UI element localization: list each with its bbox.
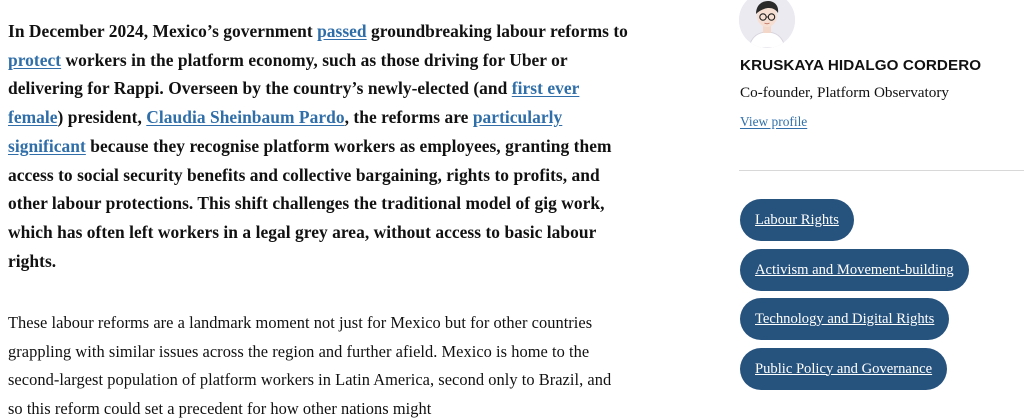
body-paragraph: These labour reforms are a landmark moment not just for Mexico but for other countries grappling with similar issues across the region and further afield. Mexico is home to the second-largest population of platform workers in Latin America, second only to Brazil, and so this reform could set a precedent for how other nations might bbox=[8, 313, 612, 418]
tag-activism-movement-building[interactable]: Activism and Movement-building bbox=[740, 249, 969, 291]
lead-text: In December 2024, Mexico’s government bbox=[8, 21, 318, 41]
tag-public-policy-governance[interactable]: Public Policy and Governance bbox=[740, 348, 947, 390]
lead-text: workers in the platform economy, such as those driving for Uber or delivering for Rappi. Overseen by the country’s newly-elected (and bbox=[8, 49, 568, 99]
author-avatar[interactable] bbox=[739, 0, 795, 48]
lead-text: groundbreaking labour reforms to bbox=[366, 21, 628, 41]
link-claudia-sheinbaum-pardo[interactable]: Claudia Sheinbaum Pardo bbox=[146, 107, 345, 128]
author-role: Co-founder, Platform Observatory bbox=[740, 84, 950, 101]
tag-technology-digital-rights[interactable]: Technology and Digital Rights bbox=[740, 298, 949, 340]
tag-labour-rights[interactable]: Labour Rights bbox=[740, 199, 854, 241]
person-illustration-icon bbox=[739, 0, 795, 48]
link-passed[interactable]: passed bbox=[317, 21, 367, 41]
link-protect[interactable]: protect bbox=[8, 49, 62, 70]
lead-text: , the reforms are bbox=[344, 107, 473, 128]
author-name: KRUSKAYA HIDALGO CORDERO bbox=[740, 57, 982, 74]
view-profile-link[interactable]: View profile bbox=[740, 114, 808, 129]
topic-tags bbox=[740, 199, 969, 397]
lead-paragraph bbox=[8, 17, 628, 275]
lead-text: ) president, bbox=[57, 107, 147, 128]
article-body bbox=[8, 17, 628, 418]
sidebar-divider bbox=[739, 170, 1024, 171]
link-particularly-significant[interactable]: particularly significant bbox=[8, 107, 563, 156]
lead-text: because they recognise platform workers as employees, granting them access to social security benefits and collective bargaining, rights to profits, and other labour protections. This shift challenges the traditional model of gig work, which has often left workers in a legal grey area, without access to basic labour rights. bbox=[8, 135, 612, 271]
link-first-ever-female[interactable]: first ever female bbox=[8, 78, 580, 128]
